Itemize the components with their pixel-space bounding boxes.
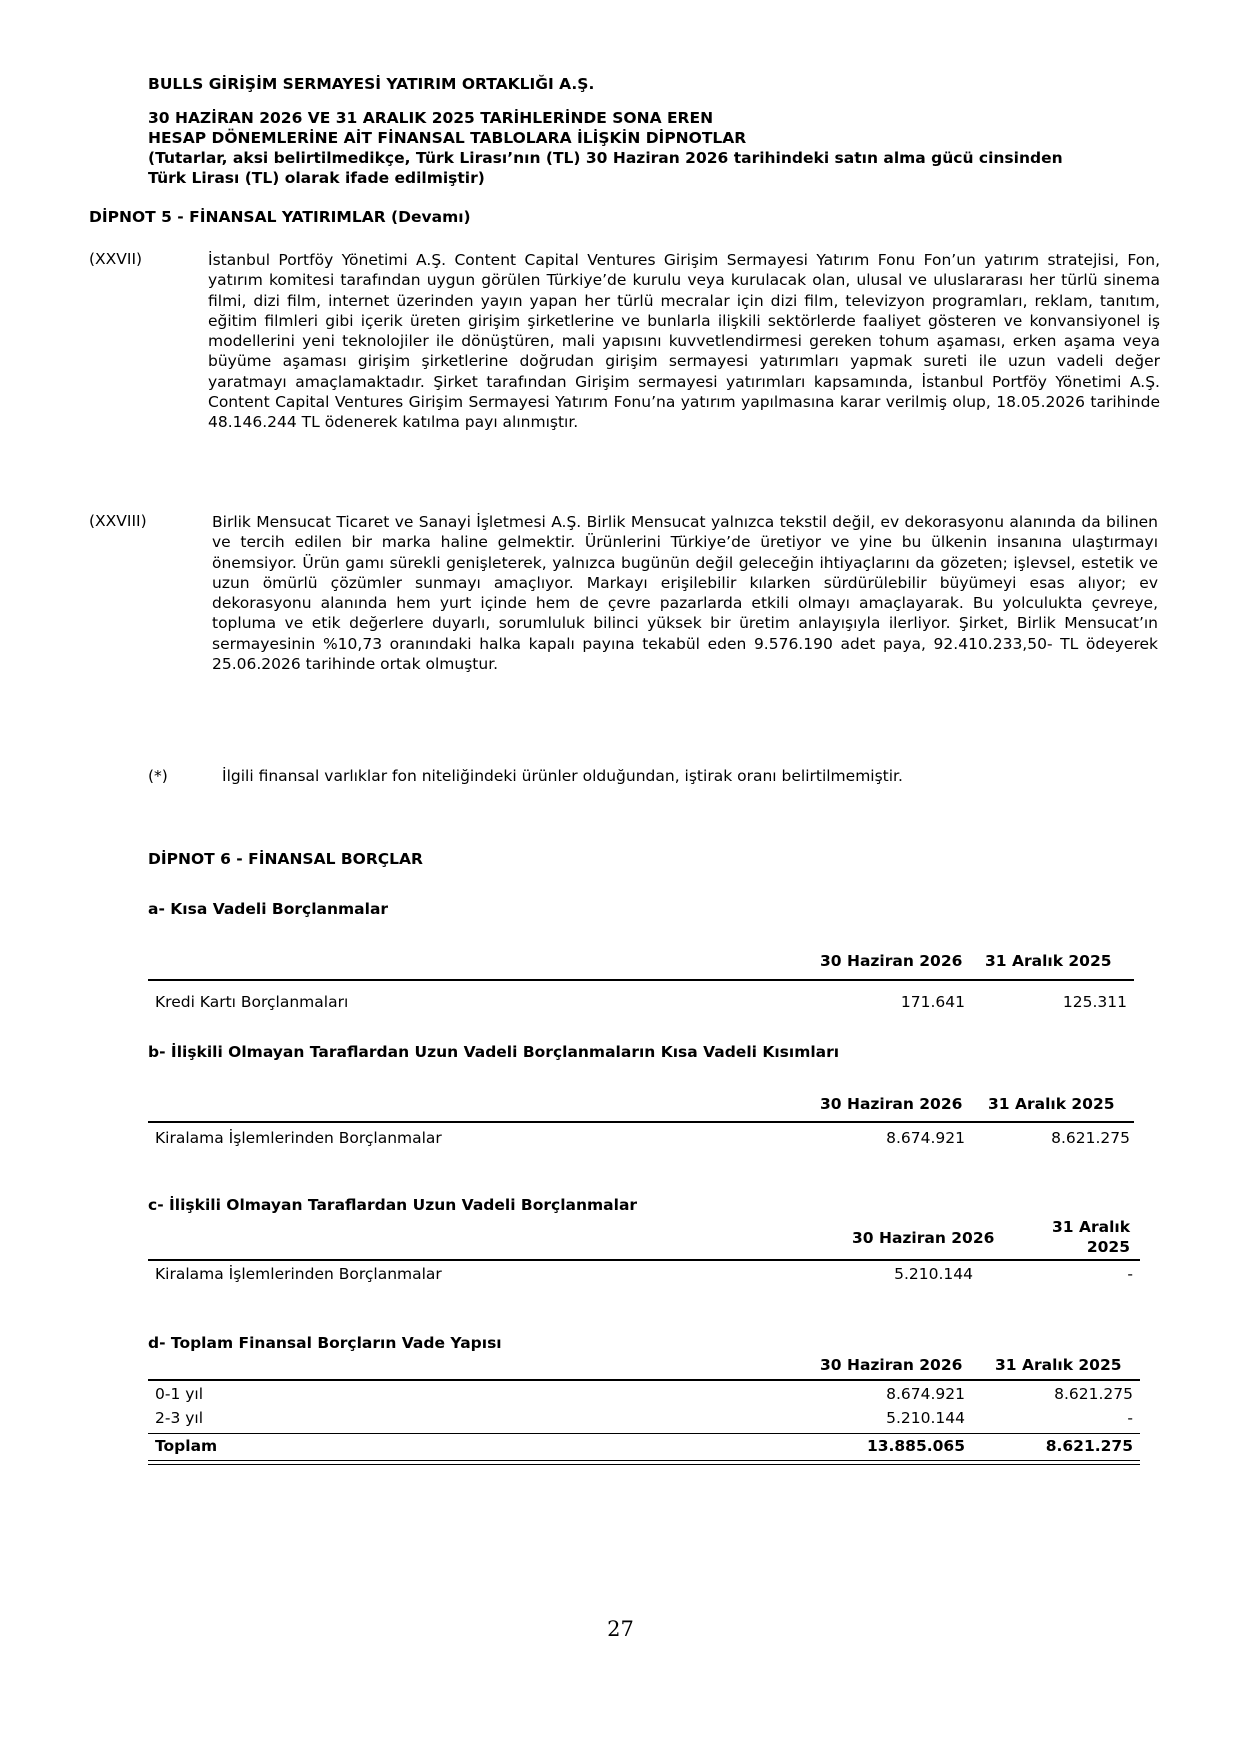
table-d-col-header-2025: 31 Aralık 2025 — [995, 1356, 1122, 1374]
note5-item-label: (XXVIII) — [89, 512, 147, 530]
table-b-col-header-2025: 31 Aralık 2025 — [988, 1095, 1115, 1113]
table-b-col-header-2026: 30 Haziran 2026 — [820, 1095, 963, 1113]
table-b-row-value-2026: 8.674.921 — [886, 1129, 965, 1147]
table-d-title: d- Toplam Finansal Borçların Vade Yapısı — [148, 1334, 502, 1352]
table-c-title: c- İlişkili Olmayan Taraflardan Uzun Vadeli Borçlanmalar — [148, 1196, 638, 1214]
table-d-row-label: 2-3 yıl — [155, 1409, 204, 1427]
table-c-header-rule — [148, 1259, 1140, 1261]
table-d-total-rule — [148, 1433, 1140, 1434]
table-d-row-value-2026: 5.210.144 — [886, 1409, 965, 1427]
report-title-line4: Türk Lirası (TL) olarak ifade edilmiştir) — [148, 169, 485, 187]
table-c-col-header-2025-line2: 2025 — [1086, 1238, 1130, 1256]
note5-item-paragraph: İstanbul Portföy Yönetimi A.Ş. Content Capital Ventures Girişim Sermayesi Yatırım Fonu Fon’un yatırım stratejisi, Fon, yatırım komitesi tarafından uygun görülen Türkiye’de kurulu veya kurulacak olan, ulusal ve uluslararası her türlü sinema filmi, dizi film, internet üzerinden yayın yapan her türlü mecralar için dizi film, televizyon programları, reklam, tanıtım, eğitim filmleri gibi içerik üreten girişim şirketlerine ve bunlarla ilişkili sektörlerde faaliyet gösteren ve konvansiyonel iş modellerini yeni teknolojiler ile dönüştüren, mali yapısını kuvvetlendirmesi gereken tohum aşaması, erken aşama veya büyüme aşaması girişim şirketlerine doğrudan girişim sermayesi yatırımları yapmak sureti ile uzun vadeli değer yaratmayı amaçlamaktadır. Şirket tarafından Girişim sermayesi yatırımları kapsamında, İstanbul Portföy Yönetimi A.Ş. Content Capital Ventures Girişim Sermayesi Yatırım Fonu’na yatırım yapılmasına karar verilmiş olup, 18.05.2026 tarihinde 48.146.244 TL ödenerek katılma payı alınmıştır. — [208, 251, 1160, 432]
table-d-total-2025: 8.621.275 — [1045, 1437, 1133, 1455]
table-a-row-value-2026: 171.641 — [900, 993, 965, 1011]
note5-title: DİPNOT 5 - FİNANSAL YATIRIMLAR (Devamı) — [89, 208, 471, 226]
report-title-line1: 30 HAZİRAN 2026 VE 31 ARALIK 2025 TARİHLERİNDE SONA EREN — [148, 109, 714, 127]
report-title-line3: (Tutarlar, aksi belirtilmedikçe, Türk Lirası’nın (TL) 30 Haziran 2026 tarihindeki satın alma gücü cinsinden — [148, 149, 1063, 167]
table-b-row-value-2025: 8.621.275 — [1051, 1129, 1130, 1147]
table-c-row-value-2026: 5.210.144 — [894, 1265, 973, 1283]
table-c-row-label: Kiralama İşlemlerinden Borçlanmalar — [155, 1265, 442, 1283]
table-a-row-label: Kredi Kartı Borçlanmaları — [155, 993, 349, 1011]
table-c-col-header-2026: 30 Haziran 2026 — [852, 1229, 995, 1247]
footnote-mark: (*) — [148, 767, 168, 785]
note5-item-text — [212, 512, 1158, 674]
table-a-col-header-2026: 30 Haziran 2026 — [820, 952, 963, 970]
table-a-title: a- Kısa Vadeli Borçlanmalar — [148, 900, 389, 918]
table-c-row-value-2025: - — [1127, 1265, 1133, 1283]
table-b-row-label: Kiralama İşlemlerinden Borçlanmalar — [155, 1129, 442, 1147]
table-d-row-value-2026: 8.674.921 — [886, 1385, 965, 1403]
report-title-line2: HESAP DÖNEMLERİNE AİT FİNANSAL TABLOLARA İLİŞKİN DİPNOTLAR — [148, 129, 747, 147]
note5-item-text — [208, 250, 1160, 433]
table-b-header-rule — [148, 1121, 1134, 1123]
table-d-row-value-2025: - — [1127, 1409, 1133, 1427]
table-a-header-rule — [148, 979, 1134, 981]
table-d-col-header-2026: 30 Haziran 2026 — [820, 1356, 963, 1374]
footnote-text: İlgili finansal varlıklar fon niteliğindeki ürünler olduğundan, iştirak oranı belirtilmemiştir. — [222, 767, 903, 785]
table-d-row-value-2025: 8.621.275 — [1054, 1385, 1133, 1403]
table-d-total-label: Toplam — [155, 1437, 218, 1455]
table-c-col-header-2025-line1: 31 Aralık — [1052, 1218, 1130, 1236]
note5-item-paragraph: Birlik Mensucat Ticaret ve Sanayi İşletmesi A.Ş. Birlik Mensucat yalnızca tekstil değil, ev dekorasyonu alanında da bilinen ve tercih edilen bir marka haline gelmektir. Ürünlerini Türkiye’de üretiyor ve yine bu ülkenin insanına ulaştırmayı önemsiyor. Ürün gamı sürekli genişleterek, yalnızca bugünün değil geleceğin ihtiyaçlarını da gözeten; işlevsel, estetik ve uzun ömürlü çözümler sunmayı amaçlıyor. Markayı erişilebilir kılarken sürdürülebilir büyümeyi esas alıyor; ev dekorasyonu alanında hem yurt içinde hem de çevre pazarlarda etkili olmayı amaçlayarak. Bu yolculukta çevreye, topluma ve etik değerlere duyarlı, sorumluluk bilinci yüksek bir üretim anlayışıyla ilerliyor. Şirket, Birlik Mensucat’ın sermayesinin %10,73 oranındaki halka kapalı payına tekabül eden 9.576.190 adet paya, 92.410.233,50- TL ödeyerek 25.06.2026 tarihinde ortak olmuştur. — [212, 513, 1158, 674]
table-a-col-header-2025: 31 Aralık 2025 — [985, 952, 1112, 970]
table-d-header-rule — [148, 1379, 1140, 1381]
table-d-row-label: 0-1 yıl — [155, 1385, 204, 1403]
note5-item-label: (XXVII) — [89, 250, 143, 268]
document-header — [148, 74, 594, 94]
table-b-title: b- İlişkili Olmayan Taraflardan Uzun Vadeli Borçlanmaların Kısa Vadeli Kısımları — [148, 1043, 840, 1061]
report-title-block — [148, 108, 1063, 188]
note6-title: DİPNOT 6 - FİNANSAL BORÇLAR — [148, 850, 423, 868]
table-d-total-2026: 13.885.065 — [866, 1437, 965, 1455]
page-number: 27 — [607, 1617, 634, 1641]
company-name: BULLS GİRİŞİM SERMAYESİ YATIRIM ORTAKLIĞI A.Ş. — [148, 75, 595, 93]
table-d-double-rule-top — [148, 1460, 1140, 1461]
table-a-row-value-2025: 125.311 — [1062, 993, 1127, 1011]
table-d-double-rule-bottom — [148, 1464, 1140, 1465]
